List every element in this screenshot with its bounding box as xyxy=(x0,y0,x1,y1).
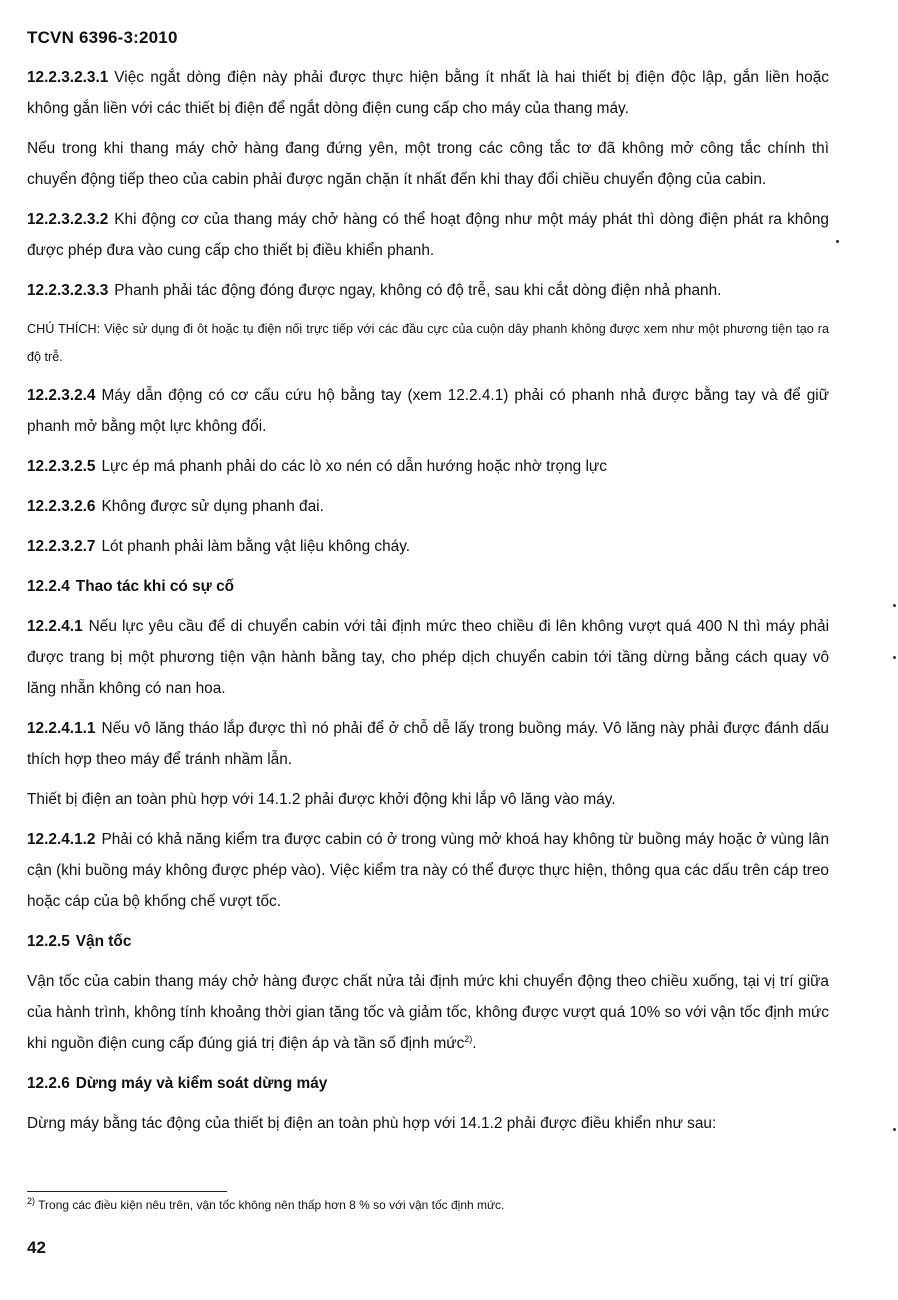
scan-speck xyxy=(836,240,839,243)
clause-12-2-4-1-1 xyxy=(27,713,829,775)
paragraph-text: Thiết bị điện an toàn phù hợp với 14.1.2 phải được khởi động khi lắp vô lăng vào máy. xyxy=(27,791,616,808)
clause-number: 12.2.3.2.5 xyxy=(27,458,96,475)
section-number: 12.2.5 xyxy=(27,933,70,950)
section-number: 12.2.4 xyxy=(27,578,70,595)
clause-text: Lót phanh phải làm bằng vật liệu không cháy. xyxy=(101,538,411,555)
footnote-divider xyxy=(27,1191,227,1192)
clause-text: Nếu vô lăng tháo lắp được thì nó phải để ở chỗ dễ lấy trong buồng máy. Vô lăng này phải được đánh dấu thích hợp theo máy để tránh nhầm lẫn. xyxy=(27,720,829,768)
paragraph xyxy=(27,966,829,1059)
clause-number: 12.2.3.2.3.2 xyxy=(27,211,109,228)
footnote-mark: 2) xyxy=(27,1196,36,1206)
page-body xyxy=(27,62,829,1148)
clause-number: 12.2.3.2.3.1 xyxy=(27,69,109,86)
paragraph-text: Nếu trong khi thang máy chở hàng đang đứng yên, một trong các công tắc tơ đã không mở công tắc chính thì chuyển động tiếp theo của cabin phải được ngăn chặn ít nhất đến khi thay đổi chiều chuyển động của cabin. xyxy=(27,140,829,188)
clause-number: 12.2.3.2.3.3 xyxy=(27,282,109,299)
section-title: Thao tác khi có sự cố xyxy=(75,578,235,595)
clause-text: Nếu lực yêu cầu để di chuyển cabin với tải định mức theo chiều đi lên không vượt quá 400 N thì máy phải được trang bị một phương tiện vận hành bằng tay, cho phép dịch chuyển cabin tới tầng dừng bằng cách quay vô lăng nhẵn không có nan hoa. xyxy=(27,618,829,697)
clause-12-2-4-1-2 xyxy=(27,824,829,917)
clause-12-2-3-2-3-2 xyxy=(27,204,829,266)
clause-number: 12.2.4.1.2 xyxy=(27,831,96,848)
section-heading-12-2-4 xyxy=(27,571,829,602)
clause-text: Việc ngắt dòng điện này phải được thực hiện bằng ít nhất là hai thiết bị điện độc lập, gắn liền hoặc không gắn liền với các thiết bị điện để ngắt dòng điện cung cấp cho máy của thang máy. xyxy=(27,69,829,117)
clause-text: Phanh phải tác động đóng được ngay, không có độ trễ, sau khi cắt dòng điện nhả phanh. xyxy=(114,282,722,299)
clause-12-2-3-2-5 xyxy=(27,451,829,482)
scan-speck xyxy=(893,1128,896,1131)
clause-12-2-3-2-3-1 xyxy=(27,62,829,124)
footnote-reference: 2) xyxy=(464,1033,473,1044)
footnote-text: Trong các điều kiện nêu trên, vận tốc không nên thấp hơn 8 % so với vận tốc định mức. xyxy=(35,1198,505,1212)
clause-12-2-3-2-6 xyxy=(27,491,829,522)
clause-text: Phải có khả năng kiểm tra được cabin có ở trong vùng mở khoá hay không từ buồng máy hoặc ở vùng lân cận (khi buồng máy không được phép vào). Việc kiểm tra này có thể được thực hiện, thông qua các dấu trên cáp treo hoặc cáp của bộ khống chế vượt tốc. xyxy=(27,831,829,910)
section-heading-12-2-5 xyxy=(27,926,829,957)
clause-12-2-3-2-3-3 xyxy=(27,275,829,306)
paragraph xyxy=(27,133,829,195)
clause-number: 12.2.3.2.6 xyxy=(27,498,96,515)
clause-text: Lực ép má phanh phải do các lò xo nén có dẫn hướng hoặc nhờ trọng lực xyxy=(101,458,607,475)
clause-text: Khi động cơ của thang máy chở hàng có thể hoạt động như một máy phát thì dòng điện phát ra không được phép đưa vào cung cấp cho thiết bị điều khiển phanh. xyxy=(27,211,829,259)
clause-12-2-4-1 xyxy=(27,611,829,704)
section-number: 12.2.6 xyxy=(27,1075,70,1092)
scan-speck xyxy=(893,656,896,659)
page-header-title: TCVN 6396-3:2010 xyxy=(27,28,178,47)
section-title: Vận tốc xyxy=(75,933,132,950)
scan-speck xyxy=(893,604,896,607)
paragraph-tail: . xyxy=(472,1035,477,1052)
clause-text: Không được sử dụng phanh đai. xyxy=(101,498,324,515)
page-number: 42 xyxy=(27,1238,46,1257)
paragraph-text: Dừng máy bằng tác động của thiết bị điện an toàn phù hợp với 14.1.2 phải được điều khiển như sau: xyxy=(27,1115,717,1132)
footnote xyxy=(27,1198,504,1212)
clause-number: 12.2.3.2.7 xyxy=(27,538,96,555)
clause-12-2-3-2-7 xyxy=(27,531,829,562)
paragraph-text: Vận tốc của cabin thang máy chở hàng được chất nửa tải định mức khi chuyển động theo chiều xuống, tại vị trí giữa của hành trình, không tính khoảng thời gian tăng tốc và giảm tốc, không được vượt quá 10% so với vận tốc định mức khi nguồn điện cung cấp đúng giá trị điện áp và tần số định mức xyxy=(27,973,829,1052)
clause-number: 12.2.4.1.1 xyxy=(27,720,96,737)
note-text: CHÚ THÍCH: Việc sử dụng đi ôt hoặc tụ điện nối trực tiếp với các đầu cực của cuộn dây phanh không được xem như một phương tiện tạo ra độ trễ. xyxy=(27,322,829,364)
clause-number: 12.2.3.2.4 xyxy=(27,387,96,404)
paragraph xyxy=(27,1108,829,1139)
paragraph xyxy=(27,784,829,815)
section-heading-12-2-6 xyxy=(27,1068,829,1099)
clause-12-2-3-2-4 xyxy=(27,380,829,442)
note xyxy=(27,315,829,371)
clause-number: 12.2.4.1 xyxy=(27,618,83,635)
clause-text: Máy dẫn động có cơ cấu cứu hộ bằng tay (xem 12.2.4.1) phải có phanh nhả được bằng tay và để giữ phanh mở bằng một lực không đổi. xyxy=(27,387,829,435)
section-title: Dừng máy và kiểm soát dừng máy xyxy=(75,1075,328,1092)
